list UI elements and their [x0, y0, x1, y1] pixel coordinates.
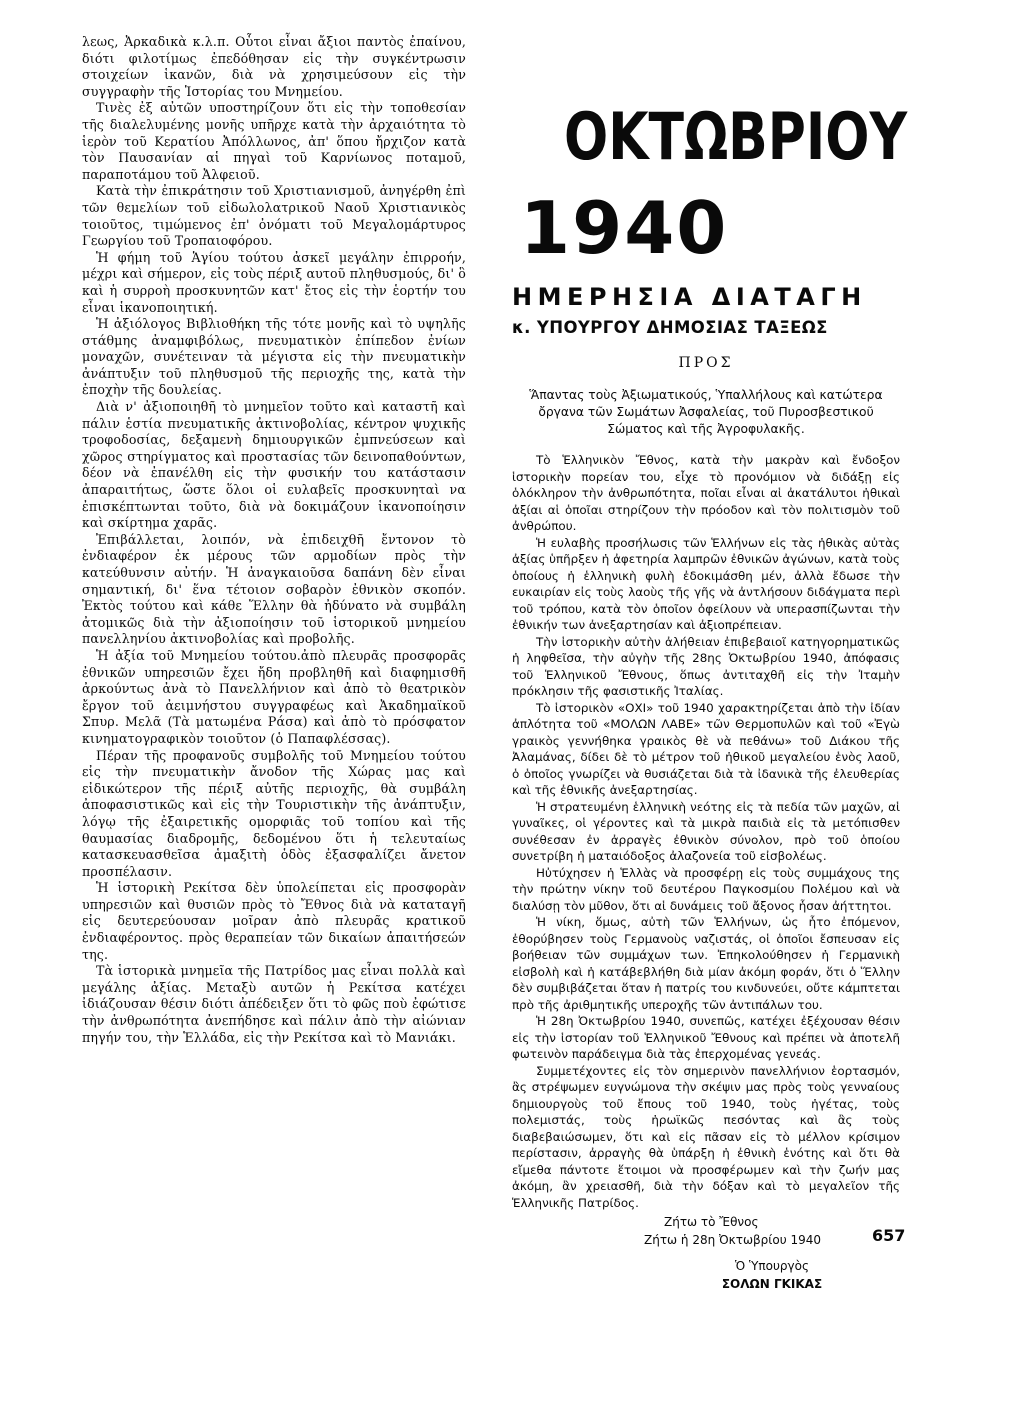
left-article-column	[82, 34, 466, 1046]
ministry-heading: κ. ΥΠΟΥΡΓΟΥ ΔΗΜΟΣΙΑΣ ΤΑΞΕΩΣ	[512, 318, 828, 337]
left-paragraph: Πέραν τῆς προφανοῦς συμβολῆς τοῦ Μνημείου τούτου εἰς τὴν πνευματικὴν ἄνοδον τῆς Χώρας μας καὶ εἰδικώτερον τῆς πέριξ αὐτῆς περιοχῆς, θὰ συμβάλη ἀποφασιστικῶς καὶ εἰς τὴν Τουριστικὴν τῆς ἀνάπτυξιν, λόγῳ τῆς ἐξαιρετικῆς ομορφιᾶς τοῦ τοπίου καὶ τῆς θαυμασίας διαδρομῆς, δεδομένου ὅτι ἡ τελευταίως κατασκευασθεῖσα ἁμαξιτὴ ὁδὸς ἐξασφαλίζει ἄνετον προσπέλασιν.	[82, 747, 466, 879]
left-paragraph: Ἡ φήμη τοῦ Ἁγίου τούτου ἀσκεῖ μεγάλην ἐπιρροήν, μέχρι καὶ σήμερον, εἰς τοὺς πέριξ αυτοῦ πληθυσμούς, δι' ὃ καὶ ἡ συρροὴ προσκυνητῶν κατ' ἔτος εἰς τὴν ἑορτήν του εἶναι ἱκανοποιητική.	[82, 249, 466, 315]
order-paragraph: Ἡ στρατευμένη ἑλληνικὴ νεότης εἰς τὰ πεδία τῶν μαχῶν, αἱ γυναῖκες, οἱ γέροντες καὶ τὰ μικρὰ παιδιὰ εἰς τὰ μετόπισθεν συνέθεσαν ἐν ἀρραγὲς ἐθνικὸν σύνολον, πρὸ τοῦ ὁποίου συνετρίβη ἡ ματαιόδοξος ἀλαζονεία τοῦ εἰσβολέως.	[512, 799, 900, 863]
right-order-column	[512, 100, 908, 1293]
headline-year: 1940	[520, 186, 729, 270]
left-paragraph: Τινὲς ἐξ αὐτῶν υποστηρίζουν ὅτι εἰς τὴν τοποθεσίαν τῆς διαλελυμένης μονῆς υπῆρχε κατὰ τὴν ἀρχαιότητα τὸ ἱερὸν τοῦ Κερατίου Ἀπόλλωνος, ἀπ' ὅπου ἤρχιζον κατὰ τὸν Παυσανίαν αἱ πηγαὶ τοῦ Καρνίωνος ποταμοῦ, παραποτάμου τοῦ Ἀλφειοῦ.	[82, 100, 466, 182]
closing-line-nation: Ζήτω τὸ Ἔθνος	[664, 1215, 759, 1229]
headline-month: ΟΚΤΩΒΡΙΟΥ	[564, 100, 908, 175]
signature-title: Ὁ Ὑπουργὸς	[734, 1259, 809, 1273]
left-paragraph: Τὰ ἱστορικὰ μνημεῖα τῆς Πατρίδος μας εἶναι πολλὰ καὶ μεγάλης ἀξίας. Μεταξὺ αυτῶν ἡ Ρεκίτσα κατέχει ἰδιάζουσαν θέσιν διότι ἀπέδειξεν ὅτι τὸ φῶς ποὺ ἐφώτισε τὴν ἀνθρωπότητα ἀνεπήδησε καὶ πάλιν ἀπὸ τὴν αἰώνιαν πηγήν του, τὴν Ἑλλάδα, εἰς τὴν Ρεκίτσα καὶ τὸ Μανιάκι.	[82, 963, 466, 1045]
closing-lines	[512, 1213, 900, 1249]
order-paragraph: Ἡ νίκη, ὅμως, αὐτὴ τῶν Ἑλλήνων, ὡς ἦτο ἐπόμενον, ἐθορύβησεν τοὺς Γερμανοὺς ναζιστάς, οἱ ὁποῖοι ἔσπευσαν εἰς βοήθειαν τῶν συμμάχων των. Ἐπηκολούθησεν ἡ Γερμανικὴ εἰσβολὴ καὶ ἡ κατάβεβλήθη διὰ μίαν ἀκόμη φοράν, ὅτι ὁ Ἕλλην δὲν συμβιβάζεται ὅταν ἡ πατρίς του κινδυνεύει, οὔτε κάμπτεται πρὸ τῆς ἀριθμητικῆς υπεροχῆς τῶν ἀντιπάλων του.	[512, 915, 900, 1012]
pros-heading: ΠΡΟΣ	[678, 355, 734, 371]
left-paragraph: Ἡ ἱστορικὴ Ρεκίτσα δὲν ὑπολείπεται εἰς προσφορὰν υπηρεσιῶν καὶ θυσιῶν πρὸς τὸ Ἔθνος διὰ νὰ καταταγῆ εἰς δευτερεύουσαν μοῖραν ἀπὸ πλευρᾶς κρατικοῦ ἐνδιαφέροντος. πρὸς θεραπείαν τῶν δικαίων ἀπαιτήσεών της.	[82, 880, 466, 962]
page-number: 657	[872, 1226, 906, 1245]
order-paragraph: Συμμετέχοντες εἰς τὸν σημερινὸν πανελλήνιον ἑορτασμόν, ἂς στρέψωμεν ευγνώμονα τὴν σκέψιν μας πρὸς τοὺς γενναίους δημιουργοὺς τοῦ ἔπους τοῦ 1940, τοὺς ἡγέτας, τοὺς πολεμιστάς, τοὺς ἡρωϊκῶς πεσόντας καὶ ἂς τοὺς διαβεβαιώσωμεν, ὅτι καὶ εἰς πᾶσαν εἰς τὸ μέλλον κρίσιμον περίστασιν, ἀρραγὴς θὰ ὑπάρξη ἡ ἐθνικὴ ἑνότης καὶ ὅτι θὰ εἴμεθα πάντοτε ἕτοιμοι νὰ προσφέρωμεν καὶ τὴν ζωήν μας ἀκόμη, ἂν χρειασθῆ, διὰ τὴν δόξαν καὶ τὸ μεγαλεῖον τῆς Ἑλληνικῆς Πατρίδος.	[512, 1063, 900, 1210]
order-paragraph: Τὸ Ἑλληνικὸν Ἔθνος, κατὰ τὴν μακρὰν καὶ ἔνδοξον ἱστορικὴν πορείαν του, εἶχε τὸ προνόμιον νὰ διδάξῃ εἰς ὁλόκληρον τὴν ἀνθρωπότητα, ποῖαι εἶναι αἱ ἀκατάλυτοι ἠθικαὶ ἀξίαι αἱ ὁποῖαι στηρίζουν τὴν πρόοδον καὶ τὸν πολιτισμὸν τοῦ ἀνθρώπου.	[512, 453, 900, 533]
order-paragraph: Ηὐτύχησεν ἡ Ἑλλὰς νὰ προσφέρῃ εἰς τοὺς συμμάχους της τὴν πρώτην νίκην τοῦ δευτέρου Παγκοσμίου Πολέμου καὶ νὰ διαλύσῃ τὸν μῦθον, ὅτι αἱ δυνάμεις τοῦ ἄξονος ἦσαν ἀήττητοι.	[512, 865, 900, 913]
closing-line-date: Ζήτω ἡ 28η Ὀκτωβρίου 1940	[644, 1233, 821, 1247]
left-paragraph: Ἡ ἀξιόλογος Βιβλιοθήκη τῆς τότε μονῆς καὶ τὸ υψηλῆς στάθμης ἀναμφιβόλως, πνευματικὸν ἐπίπεδον ἐνίων μοναχῶν, συνέτειναν τὰ μέγιστα εἰς τὴν πνευματικὴν ἀνάπτυξιν τοῦ πληθυσμοῦ τῆς περιοχῆς της, κατὰ τὴν ἐποχὴν τῆς δουλείας.	[82, 316, 466, 398]
order-paragraph: Τὴν ἱστορικὴν αὐτὴν ἀλήθειαν ἐπιβεβαιοῖ κατηγορηματικῶς ἡ ληφθεῖσα, τὴν αὐγὴν τῆς 28ης Ὀκτωβρίου 1940, ἀπόφασις τοῦ Ἑλληνικοῦ Ἔθνους, ὅπως ἀντιταχθῆ εἰς τὴν Ἰταμὴν πρόκλησιν τῆς φασιστικῆς Ἰταλίας.	[512, 634, 900, 698]
left-paragraph: Ἡ ἀξία τοῦ Μνημείου τούτου.ἀπὸ πλευρᾶς προσφορᾶς ἐθνικῶν υπηρεσιῶν ἔχει ἤδη προβληθῆ καὶ διαφημισθῆ ἀρκούντως ἀνὰ τὸ Πανελλήνιον καὶ ἀπὸ τὸ θεατρικὸν ἔργον τοῦ ἀειμνήστου συγγραφέως καὶ Ἀκαδημαϊκοῦ Σπυρ. Μελᾶ (Τὰ ματωμένα Ράσα) καὶ ἀπὸ τὸ πρόσφατον κινηματογραφικὸν τοιοῦτον (ὁ Παπαφλέσσας).	[82, 647, 466, 746]
left-paragraph: Κατὰ τὴν ἐπικράτησιν τοῦ Χριστιανισμοῦ, ἀνηγέρθη ἐπὶ τῶν θεμελίων τοῦ εἰδωλολατρικοῦ Ναοῦ Χριστιανικὸς τοιοῦτος, τιμώμενος ἐπ' ὀνόματι τοῦ Μεγαλομάρτυρος Γεωργίου τοῦ Τροπαιοφόρου.	[82, 183, 466, 249]
left-paragraph: Ἐπιβάλλεται, λοιπόν, νὰ ἐπιδειχθῆ ἔντονον τὸ ἐνδιαφέρον ἐκ μέρους τῶν αρμοδίων πρὸς τὴν κατεύθυνσιν αὐτήν. Ἡ ἀναγκαιοῦσα δαπάνη δὲν εἶναι σημαντική, δι' ἕνα τέτοιον σοβαρὸν ἐθνικὸν σκοπόν. Ἐκτὸς τούτου καὶ κάθε Ἕλλην θὰ ἠδύνατο νὰ συμβάλη ἀτομικῶς διὰ τὴν ἀξιοποίησιν τοῦ ἱστορικοῦ μνημείου πανελληνίου ἀκτινοβολίας καὶ προβολῆς.	[82, 531, 466, 647]
order-paragraph: Τὸ ἱστορικὸν «ΟΧΙ» τοῦ 1940 χαρακτηρίζεται ἀπὸ τὴν ἰδίαν ἀπλότητα τοῦ «ΜΟΛΩΝ ΛΑΒΕ» τῶν Θερμοπυλῶν καὶ τοῦ «Ἐγὼ γραικὸς γεννήθηκα γραικὸς θὲ νὰ πεθάνω» τοῦ Διάκου τῆς Ἀλαμάνας, δίδει δὲ τὸ μέτρον τοῦ ἠθικοῦ μεγαλείου ἑνὸς λαοῦ, ὁ ὁποῖος γνωρίζει νὰ θυσιάζεται διὰ τὰ ἰδανικὰ τῆς ἐλευθερίας καὶ τῆς ἐθνικῆς ἀνεξαρτησίας.	[512, 700, 900, 797]
recipients-text: Ἅπαντας τοὺς Ἀξιωματικούς, Ὑπαλλήλους καὶ κατώτερα ὄργανα τῶν Σωμάτων Ἀσφαλείας, τοῦ Πυροσβεστικοῦ Σώματος καὶ τῆς Ἀγροφυλακῆς.	[529, 388, 883, 436]
left-paragraph: λεως, Ἀρκαδικὰ κ.λ.π. Οὗτοι εἶναι ἄξιοι παντὸς ἐπαίνου, διότι φιλοτίμως ἐπεδόθησαν εἰς τὴν συγκέντρωσιν στοιχείων ἱκανῶν, διὰ νὰ χρησιμεύσουν εἰς τὴν συγγραφὴν τῆς Ἱστορίας του Μνημείου.	[82, 34, 466, 99]
signature-name: ΣΟΛΩΝ ΓΚΙΚΑΣ	[721, 1277, 823, 1291]
order-body	[512, 452, 900, 1211]
order-title: ΗΜΕΡΗΣΙΑ ΔΙΑΤΑΓΗ	[512, 283, 867, 311]
order-paragraph: Ἡ ευλαβὴς προσήλωσις τῶν Ἑλλήνων εἰς τὰς ἠθικὰς αὐτὰς ἀξίας ὑπῆρξεν ἡ ἀφετηρία λαμπρῶν ἐθνικῶν ἀγώνων, κατὰ τοὺς ὁποίους ἡ ἑλληνικὴ φυλὴ ἐδοκιμάσθη μέν, ἀλλὰ ἔδωσε τὴν ευκαιρίαν εἰς τοὺς λαοὺς τῆς γῆς νὰ ἀντλήσουν διδάγματα περὶ τοῦ τρόπου, κατὰ τὸν ὁποῖον ὀφείλουν νὰ υπερασπίζωνται τὴν ἐθνικήν των ἀνεξαρτησίαν καὶ ἀξιοπρέπειαν.	[512, 535, 900, 632]
order-paragraph: Ἡ 28η Ὀκτωβρίου 1940, συνεπῶς, κατέχει ἐξέχουσαν θέσιν εἰς τὴν ἱστορίαν τοῦ Ἑλληνικοῦ Ἔθνους καὶ πρέπει νὰ ἀποτελῆ φωτεινὸν παράδειγμα διὰ τὰς ἐπερχομένας γενεάς.	[512, 1014, 900, 1061]
signature-block	[702, 1257, 842, 1293]
left-paragraph: Διὰ ν' ἀξιοποιηθῆ τὸ μνημεῖον τοῦτο καὶ καταστῆ καὶ πάλιν ἑστία πνευματικῆς ἀκτινοβολίας, κέντρον ψυχικῆς τροφοδοσίας, δεξαμενὴ δημιουργικῶν ἐμπνεύσεων καὶ χῶρος στηρίγματος καὶ προστασίας τῶν δεινοπαθούντων, δέον νὰ ἐπανέλθη εἰς τὴν φυσικήν του κατάστασιν ἀπαραιτήτως, ὥστε ὅλοι οἱ ευλαβεῖς προσκυνηταὶ να ἐπισκέπτωνται τοῦτο, διὰ νὰ δοκιμάζουν ἱκανοποίησιν καὶ σκίρτημα χαρᾶς.	[82, 399, 466, 531]
